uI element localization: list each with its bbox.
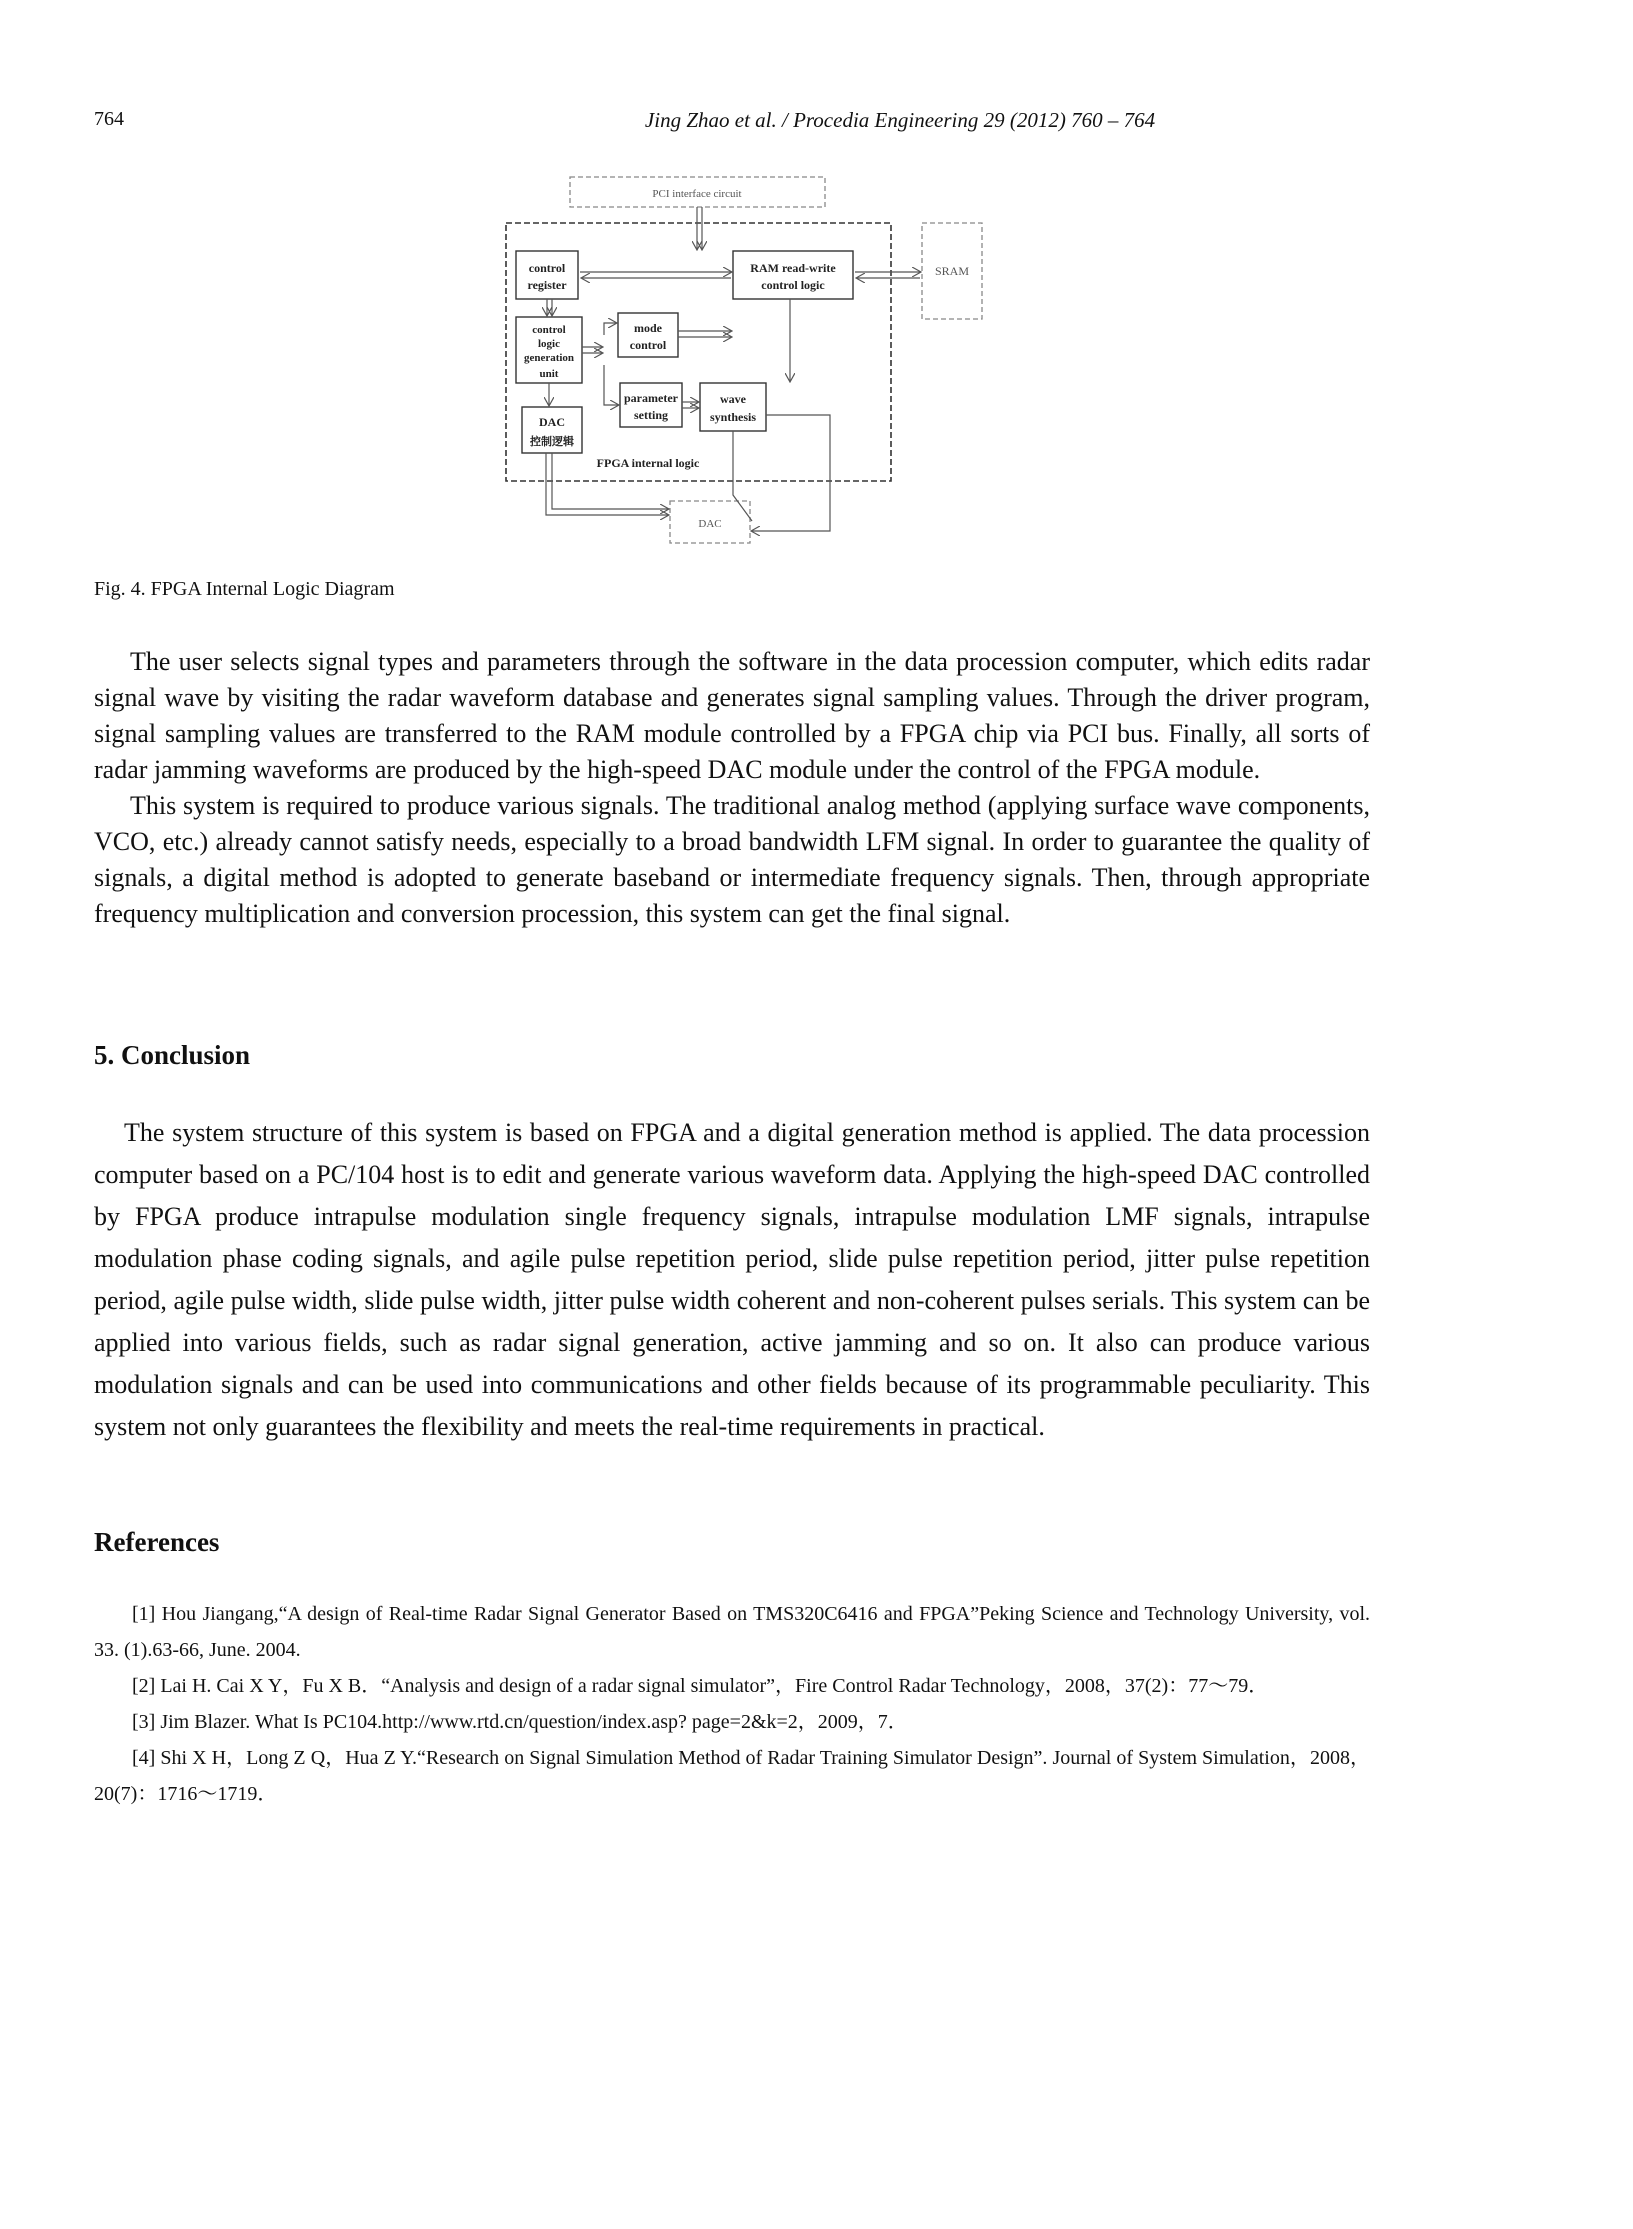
control-logic-label-1: control <box>532 324 566 336</box>
mode-control-label-1: mode <box>634 321 662 335</box>
reference-item: [2] Lai H. Cai X Y，Fu X B．“Analysis and design of a radar signal simulator”，Fire Control Radar Technology，2008，37(2)：77～79． <box>132 1675 1269 1697</box>
fpga-diagram <box>490 165 1010 565</box>
paragraph-1: The user selects signal types and parameters through the software in the data procession computer, which edits radar signal wave by visiting the radar waveform database and generates signal sampling values. Through the driver program, signal sampling values are transferred to the RAM module controlled by a FPGA chip via PCI bus. Finally, all sorts of radar jamming waveforms are produced by the high-speed DAC module under the control of the FPGA module. <box>94 647 1370 784</box>
body-text <box>94 644 1370 932</box>
mode-control-label-2: control <box>629 338 667 352</box>
control-logic-label-2: logic <box>538 338 560 350</box>
pci-interface-label: PCI interface circuit <box>652 188 742 200</box>
sram-label: SRAM <box>934 264 970 278</box>
control-logic-label-3: generation <box>523 352 575 364</box>
dac-internal-label-2: 控制逻辑 <box>530 436 574 448</box>
ram-control-label-1: RAM read-write <box>750 261 836 275</box>
conclusion-heading: 5. Conclusion <box>94 1040 251 1070</box>
page-number: 764 <box>94 108 124 130</box>
reference-item: [4] Shi X H，Long Z Q，Hua Z Y.“Research on Signal Simulation Method of Radar Training Simulator Design”. Journal of System Simulation，2008，20(7)：1716～1719． <box>94 1747 1370 1805</box>
parameter-setting-label-1: parameter <box>624 391 678 405</box>
control-logic-label-4: unit <box>539 368 559 380</box>
conclusion-text: The system structure of this system is based on FPGA and a digital generation method is applied. The data procession computer based on a PC/104 host is to edit and generate various waveform data. Applying the high-speed DAC controlled by FPGA produce intrapulse modulation single frequency signals, intrapulse modulation LMF signals, intrapulse modulation phase coding signals, and agile pulse repetition period, slide pulse repetition period, jitter pulse repetition period, agile pulse width, slide pulse width, jitter pulse width coherent and non-coherent pulses serials. This system can be applied into various fields, such as radar signal generation, active jamming and so on. It also can produce various modulation signals and can be used into communications and other fields because of its programmable peculiarity. This system not only guarantees the flexibility and meets the real-time requirements in practical. <box>94 1118 1370 1441</box>
wave-synthesis-label-2: synthesis <box>709 410 757 424</box>
references-heading: References <box>94 1527 220 1557</box>
reference-item: [1] Hou Jiangang,“A design of Real-time Radar Signal Generator Based on TMS320C6416 and FPGA”Peking Science and Technology University, vol. 33. (1).63-66, June. 2004. <box>94 1603 1370 1661</box>
dac-internal-label-1: DAC <box>539 415 565 429</box>
wave-synthesis-label-1: wave <box>720 392 746 406</box>
figure-caption: Fig. 4. FPGA Internal Logic Diagram <box>94 578 395 600</box>
control-register-label-1: control <box>528 261 566 275</box>
running-title: Jing Zhao et al. / Procedia Engineering 29 (2012) 760 – 764 <box>644 108 1156 132</box>
references-list <box>94 1596 1370 1812</box>
ram-control-label-2: control logic <box>761 278 825 292</box>
paragraph-2: This system is required to produce various signals. The traditional analog method (applying surface wave components, VCO, etc.) already cannot satisfy needs, especially to a broad bandwidth LFM signal. In order to guarantee the quality of signals, a digital method is adopted to generate baseband or intermediate frequency signals. Then, through appropriate frequency multiplication and conversion procession, this system can get the final signal. <box>94 791 1370 928</box>
fpga-internal-label: FPGA internal logic <box>596 456 700 470</box>
parameter-setting-label-2: setting <box>634 408 668 422</box>
reference-item: [3] Jim Blazer. What Is PC104.http://www.rtd.cn/question/index.asp? page=2&k=2，2009，7． <box>132 1711 908 1733</box>
control-register-label-2: register <box>527 278 567 292</box>
dac-external-label: DAC <box>698 518 722 530</box>
